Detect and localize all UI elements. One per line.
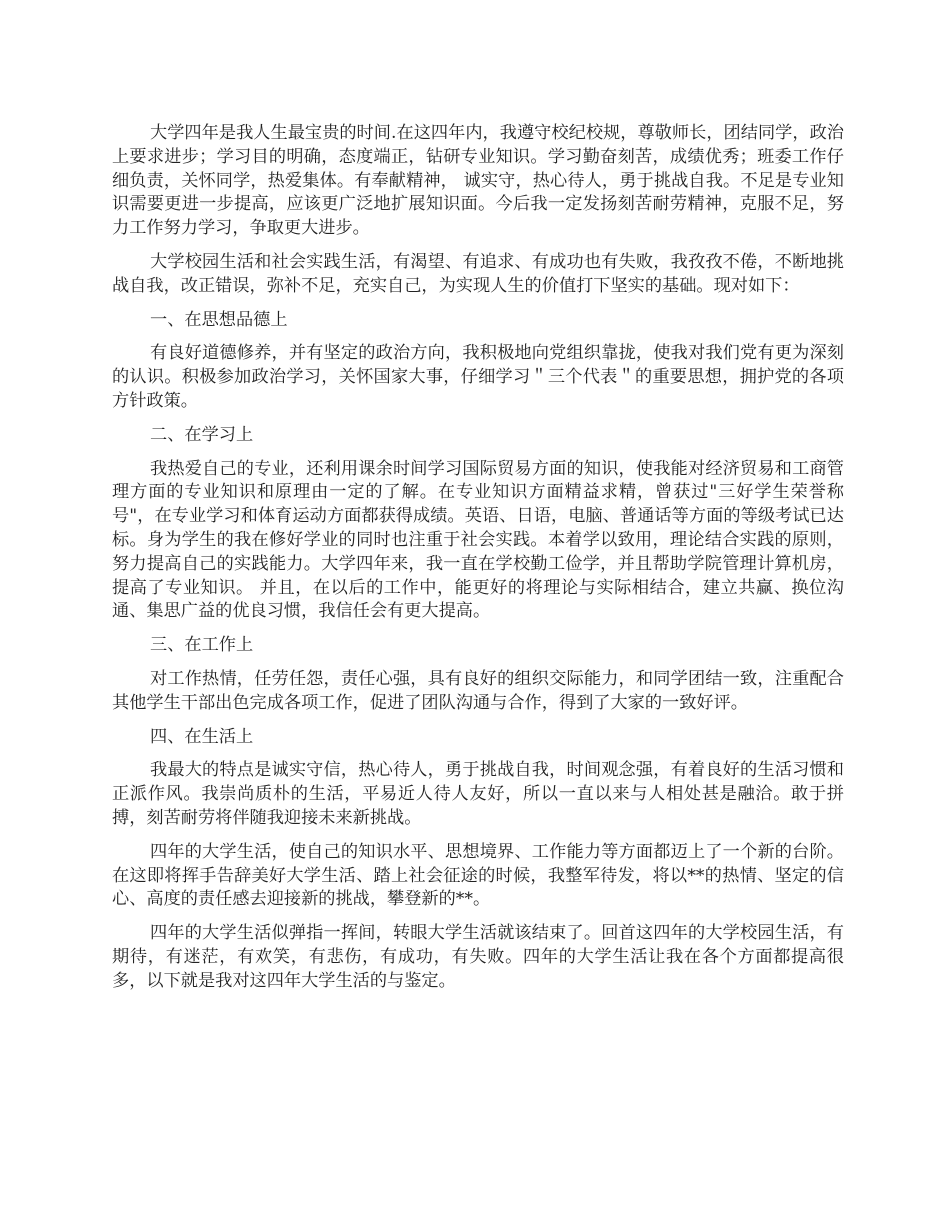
paragraph-study: 我热爱自己的专业，还利用课余时间学习国际贸易方面的知识，使我能对经济贸易和工商管理方面的专业知识和原理由一定的了解。在专业知识方面精益求精，曾获过"三好学生荣誉称号"，在专业学习和体育运动方面都获得成绩。英语、日语，电脑、普通话等方面的等级考试已达标。身为学生的我在修好学业的同时也注重于社会实践。本着学以致用，理论结合实践的原则，努力提高自己的实践能力。大学四年来，我一直在学校勤工俭学，并且帮助学院管理计算机房，提高了专业知识。 并且，在以后的工作中，能更好的将理论与实际相结合，建立共赢、换位沟通、集思广益的优良习惯，我信任会有更大提高。 [112, 458, 844, 622]
paragraph-ideology: 有良好道德修养，并有坚定的政治方向，我积极地向党组织靠拢，使我对我们党有更为深刻的认识。积极参加政治学习，关怀国家大事，仔细学习＂三个代表＂的重要思想，拥护党的各项方针政策。 [112, 343, 844, 411]
heading-work: 三、在工作上 [150, 635, 254, 656]
paragraph-conclusion: 四年的大学生活似弹指一挥间，转眼大学生活就该结束了。回首这四年的大学校园生活，有期待，有迷茫，有欢笑，有悲伤，有成功，有失败。四年的大学生活让我在各个方面都提高很多，以下就是我对这四年大学生活的与鉴定。 [112, 923, 844, 991]
paragraph-intro: 大学四年是我人生最宝贵的时间.在这四年内，我遵守校纪校规，尊敬师长，团结同学，政治上要求进步；学习目的明确，态度端正，钻研专业知识。学习勤奋刻苦，成绩优秀；班委工作仔细负责，关怀同学，热爱集体。有奉献精神， 诚实守，热心待人，勇于挑战自我。不足是专业知识需要更进一步提高，应该更广泛地扩展知识面。今后我一定发扬刻苦耐劳精神，克服不足，努力工作努力学习，争取更大进步。 [112, 123, 844, 239]
heading-life: 四、在生活上 [150, 726, 254, 747]
paragraph-work: 对工作热情，任劳任怨，责任心强，具有良好的组织交际能力，和同学团结一致，注重配合其他学生干部出色完成各项工作，促进了团队沟通与合作，得到了大家的一致好评。 [112, 668, 844, 713]
heading-study: 二、在学习上 [150, 424, 254, 445]
paragraph-life: 我最大的特点是诚实守信，热心待人，勇于挑战自我，时间观念强，有着良好的生活习惯和正派作风。我崇尚质朴的生活，平易近人待人友好，所以一直以来与人相处甚是融洽。敢于拼搏，刻苦耐劳将伴随我迎接未来新挑战。 [112, 760, 844, 828]
paragraph-outlook: 四年的大学生活，使自己的知识水平、思想境界、工作能力等方面都迈上了一个新的台阶。在这即将挥手告辞美好大学生活、踏上社会征途的时候，我整军待发，将以**的热情、坚定的信心、高度的责任感去迎接新的挑战，攀登新的**。 [112, 841, 844, 910]
heading-ideology: 一、在思想品德上 [150, 309, 288, 330]
document-body [112, 122, 844, 1004]
paragraph-overview: 大学校园生活和社会实践生活，有渴望、有追求、有成功也有失败，我孜孜不倦，不断地挑战自我，改正错误，弥补不足，充实自己，为实现人生的价值打下坚实的基础。现对如下： [112, 251, 844, 296]
